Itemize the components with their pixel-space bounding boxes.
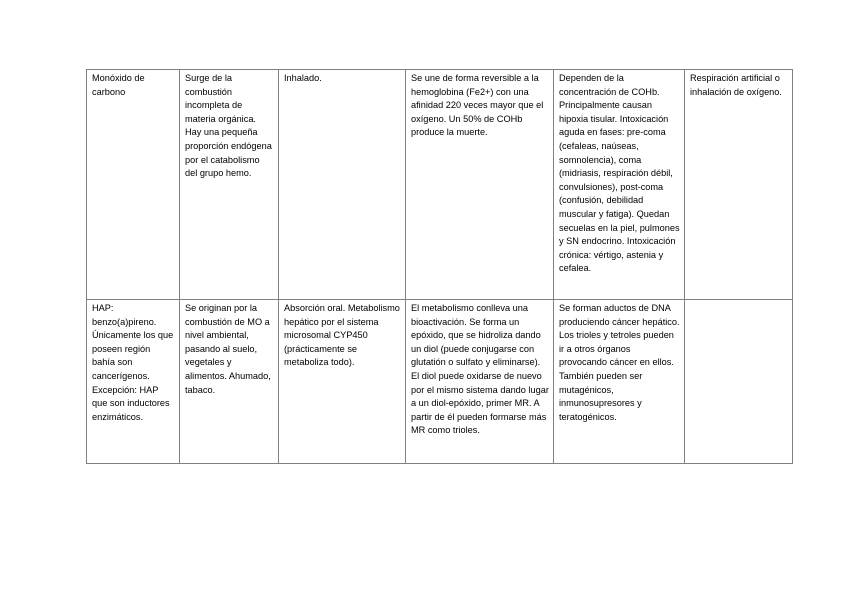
cell-effects: Se forman aductos de DNA produciendo cáncer hepático. Los trioles y tetroles pueden ir a otros órganos provocando cáncer en ellos. También pueden ser mutagénicos, inmunosupresores y teratogénicos.	[554, 300, 685, 464]
cell-mechanism: Se une de forma reversible a la hemoglobina (Fe2+) con una afinidad 220 veces mayor que el oxígeno. Un 50% de COHb produce la muerte.	[406, 70, 554, 300]
cell-effects: Dependen de la concentración de COHb. Principalmente causan hipoxia tisular. Intoxicación aguda en fases: pre-coma (cefaleas, naúseas, somnolencia), coma (midriasis, respiración débil, convulsiones), post-coma (confusión, debilidad muscular y fatiga). Quedan secuelas en la piel, pulmones y SN endocrino. Intoxicación crónica: vértigo, astenia y cefalea.	[554, 70, 685, 300]
cell-origin: Surge de la combustión incompleta de materia orgánica. Hay una pequeña proporción endógena por el catabolismo del grupo hemo.	[180, 70, 279, 300]
cell-mechanism: El metabolismo conlleva una bioactivación. Se forma un epóxido, que se hidroliza dando un diol (puede conjugarse con glutatión o sulfato y eliminarse). El diol puede oxidarse de nuevo por el mismo sistema dando lugar a un diol-epóxido, primer MR. A partir de él pueden formarse más MR como trioles.	[406, 300, 554, 464]
toxicology-table	[86, 69, 793, 464]
cell-route: Absorción oral. Metabolismo hepático por el sistema microsomal CYP450 (prácticamente se metaboliza todo).	[279, 300, 406, 464]
cell-treatment: Respiración artificial o inhalación de oxígeno.	[685, 70, 793, 300]
cell-treatment	[685, 300, 793, 464]
cell-origin: Se originan por la combustión de MO a nivel ambiental, pasando al suelo, vegetales y alimentos. Ahumado, tabaco.	[180, 300, 279, 464]
cell-route: Inhalado.	[279, 70, 406, 300]
table-row-carbon-monoxide	[87, 70, 793, 300]
table-row-hap	[87, 300, 793, 464]
cell-compound: Monóxido de carbono	[87, 70, 180, 300]
cell-compound: HAP: benzo(a)pireno. Únicamente los que poseen región bahía son cancerígenos. Excepción: HAP que son inductores enzimáticos.	[87, 300, 180, 464]
